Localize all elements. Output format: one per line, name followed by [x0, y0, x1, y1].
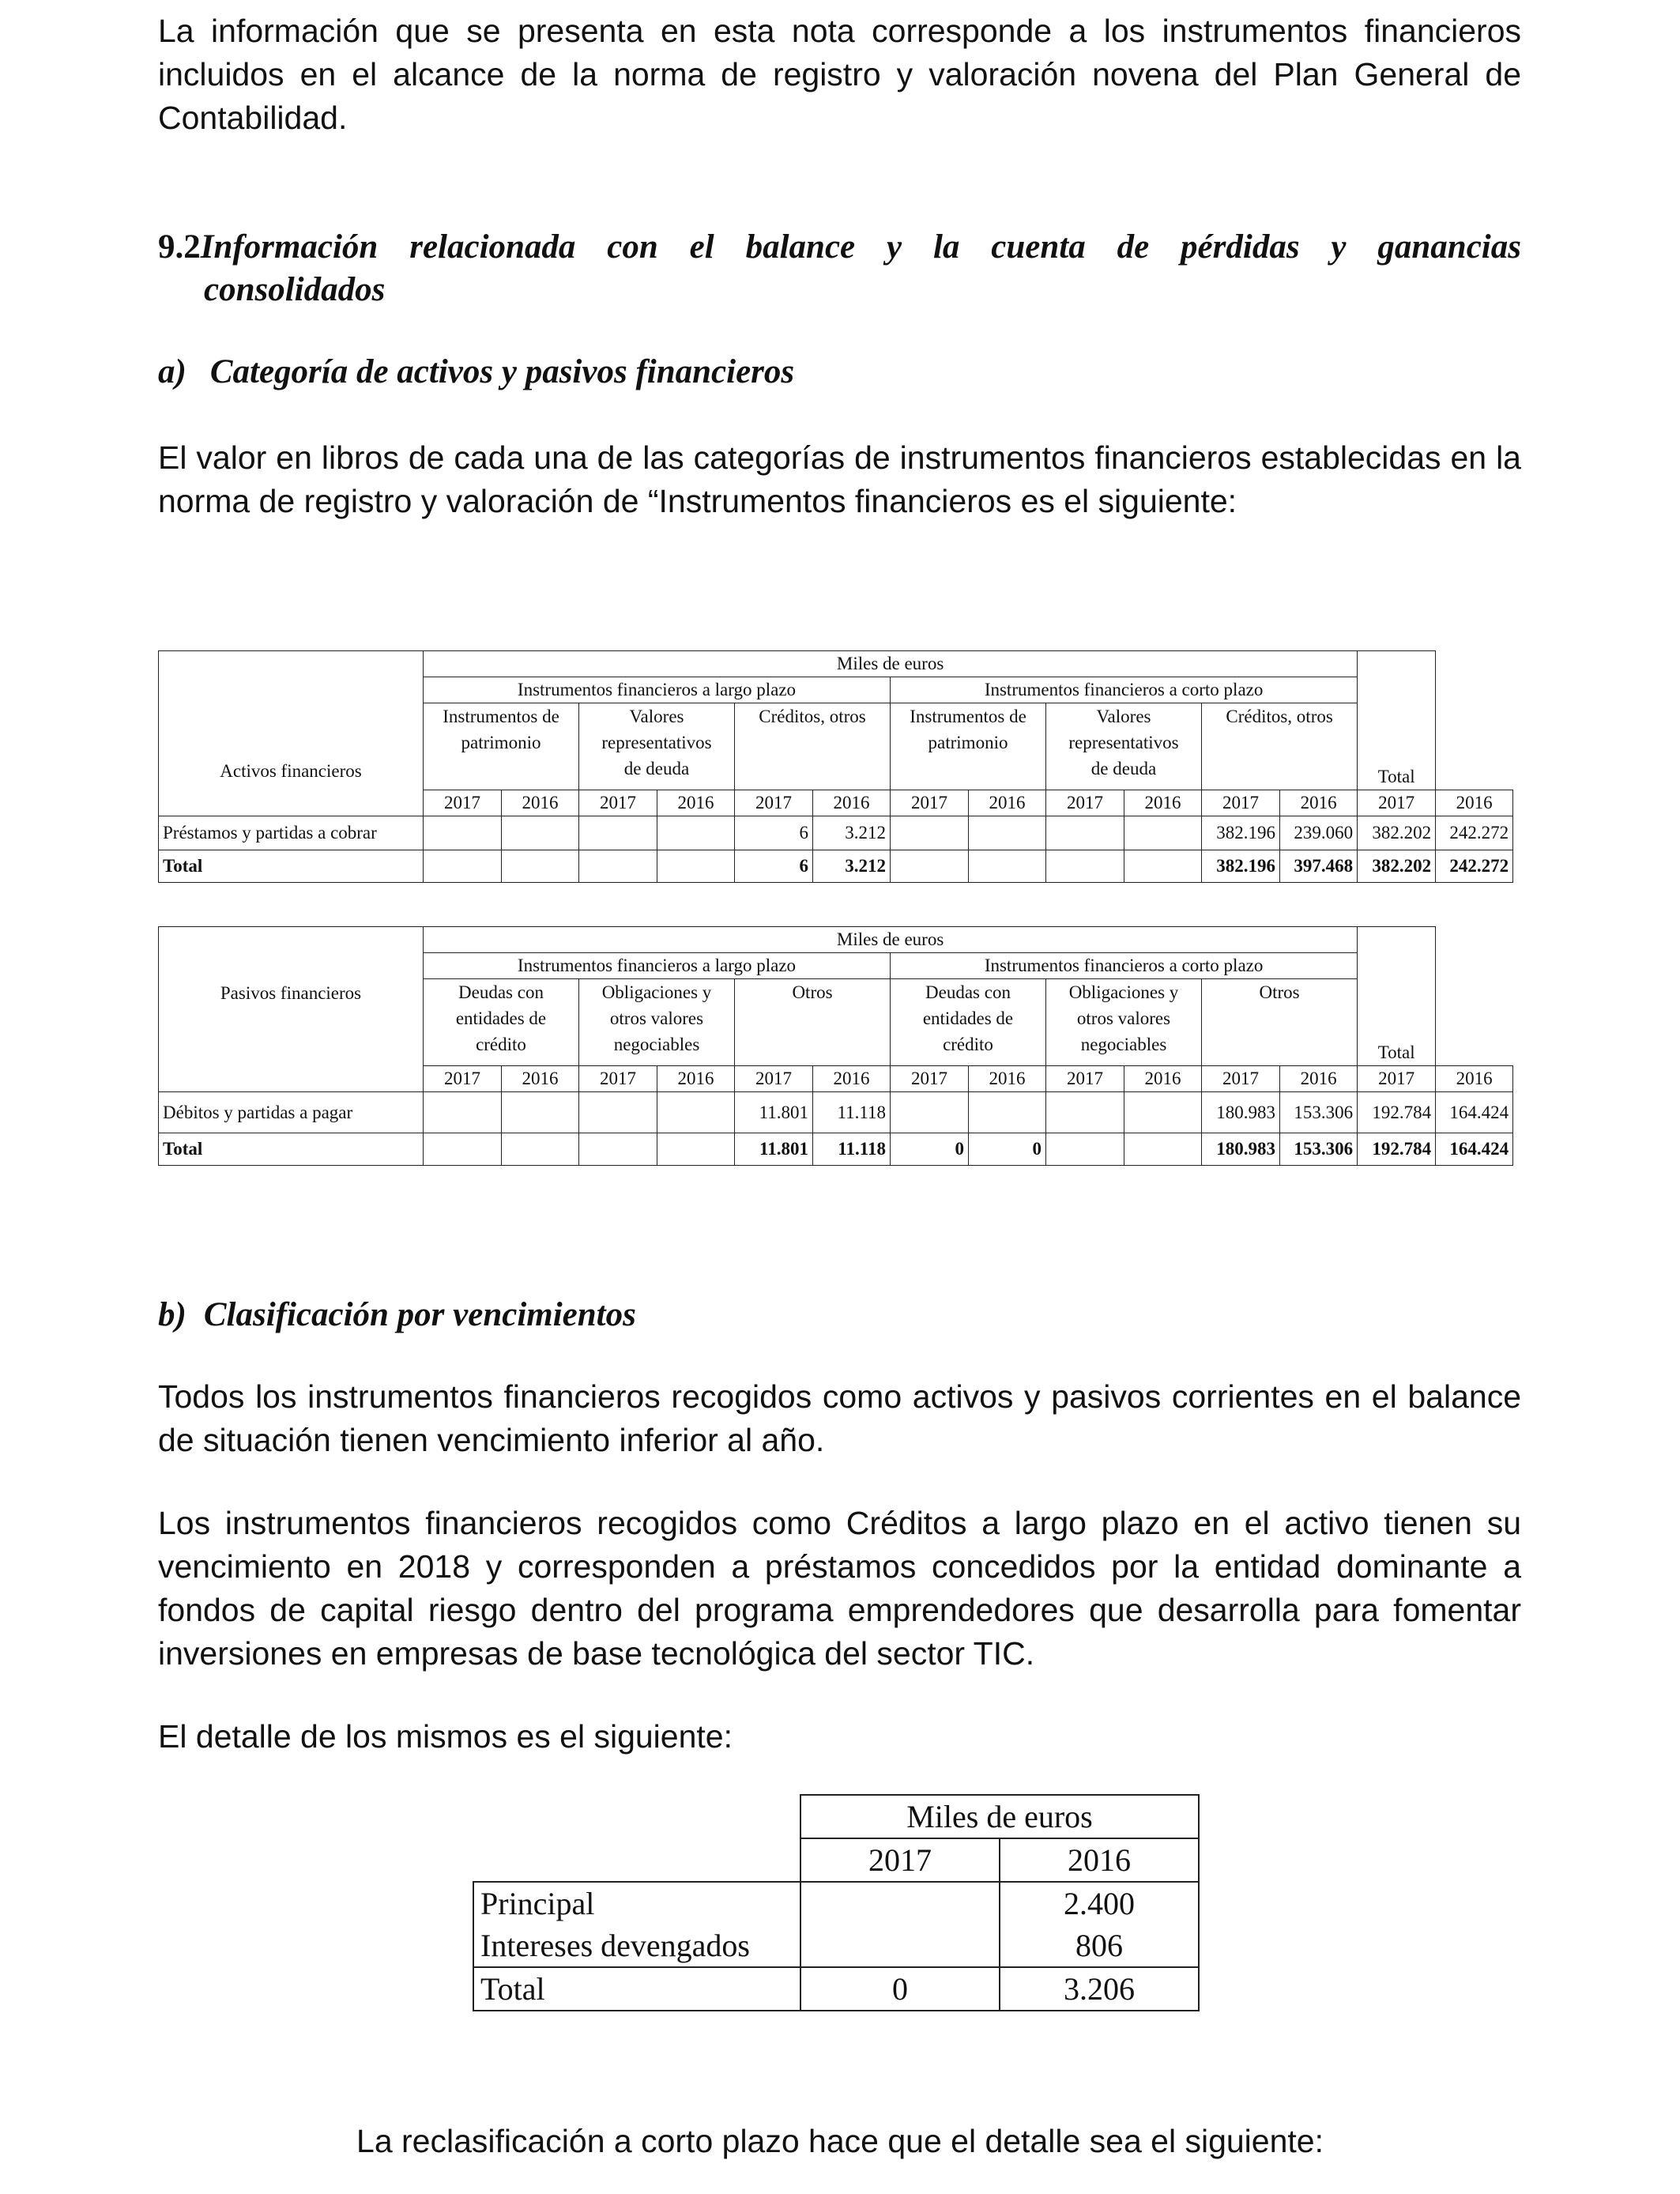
subsection-b-body2	[158, 1502, 1521, 1676]
row-label: Principal	[473, 1882, 800, 1924]
subsection-b-body3	[158, 1715, 1521, 1759]
value-cell	[579, 1133, 657, 1166]
year-cell: 2017	[891, 1066, 969, 1092]
activos-col-patrimonio-cp: Instrumentos de patrimonio	[891, 703, 1046, 790]
table-total-row	[473, 1967, 1199, 2011]
value-cell: 3.212	[813, 816, 891, 850]
value-cell	[579, 816, 657, 850]
subsection-a-paragraph: El valor en libros de cada una de las categorías de instrumentos financieros establecidas en la norma de registro y valoración de “Instrumentos financieros es el siguiente:	[158, 439, 1521, 519]
value-cell	[502, 1092, 579, 1133]
value-cell: 397.468	[1280, 850, 1358, 883]
year-cell: 2017	[1202, 1066, 1280, 1092]
value-cell: 11.118	[813, 1133, 891, 1166]
year-cell: 2016	[1436, 790, 1513, 816]
year-cell: 2016	[813, 790, 891, 816]
value-cell: 242.272	[1436, 816, 1513, 850]
section-heading-9-2	[158, 226, 1521, 311]
value-cell	[1124, 850, 1202, 883]
pasivos-years-blank	[159, 1066, 424, 1092]
section-title-text: Información relacionada con el balance y la cuenta de pérdidas y ganancias	[200, 228, 1521, 266]
year-cell: 2016	[813, 1066, 891, 1092]
value-cell: 153.306	[1280, 1133, 1358, 1166]
subsection-a-heading	[158, 351, 1521, 394]
value-cell: 180.983	[1202, 1133, 1280, 1166]
subsection-b-paragraph2: Los instrumentos financieros recogidos como Créditos a largo plazo en el activo tienen su vencimiento en 2018 y corresponden a préstamos concedidos por la entidad dominante a fondos de capital riesgo dentro del programa emprendedores que desarrolla para fomentar inversiones en empresas de base tecnológica del sector TIC.	[158, 1505, 1521, 1672]
year-cell: 2016	[1280, 790, 1358, 816]
pasivos-row-header: Pasivos financieros	[159, 927, 424, 1066]
year-cell: 2017	[1358, 1066, 1436, 1092]
value-cell	[657, 1092, 735, 1133]
year-cell: 2016	[502, 1066, 579, 1092]
value-cell	[800, 1924, 1000, 1967]
subsection-b-body1	[158, 1375, 1521, 1462]
intro-block	[158, 9, 1521, 140]
value-cell	[579, 850, 657, 883]
value-cell: 11.801	[735, 1092, 813, 1133]
pasivos-col-otros-cp: Otros	[1202, 979, 1358, 1066]
value-cell	[1124, 816, 1202, 850]
value-cell	[502, 850, 579, 883]
activos-unit-header: Miles de euros	[424, 651, 1358, 677]
year-cell: 2017	[1046, 790, 1124, 816]
activos-col-patrimonio-lp: Instrumentos de patrimonio	[424, 703, 579, 790]
pasivos-col-deudas-lp: Deudas con entidades de crédito	[424, 979, 579, 1066]
value-cell	[969, 1092, 1046, 1133]
intro-paragraph: La información que se presenta en esta nota corresponde a los instrumentos financieros incluidos en el alcance de la norma de registro y valoración novena del Plan General de Contabilidad.	[158, 13, 1521, 136]
value-cell	[424, 816, 502, 850]
year-cell: 2017	[579, 790, 657, 816]
pasivos-total-header: Total	[1358, 927, 1436, 1066]
pasivos-col-obligaciones-lp: Obligaciones y otros valores negociables	[579, 979, 735, 1066]
value-cell	[1046, 1092, 1124, 1133]
subsection-a-title: Categoría de activos y pasivos financieros	[209, 353, 795, 390]
section-title-line2: consolidados	[204, 271, 386, 308]
value-cell	[891, 850, 969, 883]
value-cell	[1124, 1133, 1202, 1166]
value-cell	[657, 850, 735, 883]
subsection-b-heading	[158, 1294, 1521, 1336]
value-cell	[424, 1092, 502, 1133]
subsection-b-letter: b)	[158, 1296, 186, 1333]
value-cell	[1046, 850, 1124, 883]
value-cell: 192.784	[1358, 1092, 1436, 1133]
row-label: Total	[159, 1133, 424, 1166]
value-cell: 0	[969, 1133, 1046, 1166]
pasivos-group-lp: Instrumentos financieros a largo plazo	[424, 953, 891, 979]
year-cell: 2017	[424, 1066, 502, 1092]
pasivos-col-obligaciones-cp: Obligaciones y otros valores negociables	[1046, 979, 1202, 1066]
value-cell: 382.202	[1358, 850, 1436, 883]
activos-years-blank	[159, 790, 424, 816]
activos-years-row	[159, 790, 1513, 816]
value-cell	[502, 816, 579, 850]
footer-block	[0, 2120, 1680, 2163]
value-cell	[579, 1092, 657, 1133]
activos-row-header: Activos financieros	[159, 651, 424, 790]
value-cell	[424, 850, 502, 883]
value-cell: 153.306	[1280, 1092, 1358, 1133]
activos-total-header: Total	[1358, 651, 1436, 790]
activos-col-valores-lp: Valores representativos de deuda	[579, 703, 735, 790]
year-cell: 2016	[969, 1066, 1046, 1092]
value-cell: 11.118	[813, 1092, 891, 1133]
value-cell	[800, 1882, 1000, 1924]
value-cell: 382.202	[1358, 816, 1436, 850]
value-cell: 6	[735, 816, 813, 850]
table-total-row	[159, 850, 1513, 883]
value-cell: 11.801	[735, 1133, 813, 1166]
value-cell	[424, 1133, 502, 1166]
year-cell: 2016	[657, 1066, 735, 1092]
activos-col-creditos-cp: Créditos, otros	[1202, 703, 1358, 790]
year-cell: 2017	[1202, 790, 1280, 816]
activos-group-lp: Instrumentos financieros a largo plazo	[424, 677, 891, 703]
row-label: Total	[473, 1967, 800, 2011]
value-cell: 806	[1000, 1924, 1199, 1967]
year-cell: 2016	[502, 790, 579, 816]
table-total-row	[159, 1133, 1513, 1166]
subsection-b-title: Clasificación por vencimientos	[203, 1296, 636, 1333]
table-row	[473, 1882, 1199, 1924]
subsection-a-letter: a)	[158, 353, 186, 390]
value-cell: 382.196	[1202, 816, 1280, 850]
value-cell	[969, 850, 1046, 883]
value-cell	[502, 1133, 579, 1166]
value-cell	[891, 816, 969, 850]
value-cell: 180.983	[1202, 1092, 1280, 1133]
subsection-a-body	[158, 436, 1521, 523]
year-cell: 2017	[891, 790, 969, 816]
value-cell: 3.212	[813, 850, 891, 883]
year-cell: 2016	[1436, 1066, 1513, 1092]
year-cell: 2016	[1000, 1838, 1199, 1882]
year-cell: 2017	[1046, 1066, 1124, 1092]
value-cell	[1124, 1092, 1202, 1133]
value-cell	[657, 816, 735, 850]
detalle-unit-header: Miles de euros	[800, 1795, 1199, 1838]
value-cell: 2.400	[1000, 1882, 1199, 1924]
pasivos-group-cp: Instrumentos financieros a corto plazo	[891, 953, 1358, 979]
pasivos-col-deudas-cp: Deudas con entidades de crédito	[891, 979, 1046, 1066]
subsection-b-paragraph1: Todos los instrumentos financieros recogidos como activos y pasivos corrientes en el balance de situación tienen vencimiento inferior al año.	[158, 1378, 1521, 1458]
value-cell: 242.272	[1436, 850, 1513, 883]
year-cell: 2017	[579, 1066, 657, 1092]
value-cell	[969, 816, 1046, 850]
value-cell: 0	[891, 1133, 969, 1166]
year-cell: 2017	[800, 1838, 1000, 1882]
activos-col-valores-cp: Valores representativos de deuda	[1046, 703, 1202, 790]
value-cell: 164.424	[1436, 1133, 1513, 1166]
value-cell: 164.424	[1436, 1092, 1513, 1133]
year-cell: 2016	[1280, 1066, 1358, 1092]
value-cell: 6	[735, 850, 813, 883]
year-cell: 2016	[1124, 1066, 1202, 1092]
value-cell: 3.206	[1000, 1967, 1199, 2011]
subsection-b-paragraph3: El detalle de los mismos es el siguiente:	[158, 1718, 733, 1755]
row-label: Préstamos y partidas a cobrar	[159, 816, 424, 850]
activos-group-cp: Instrumentos financieros a corto plazo	[891, 677, 1358, 703]
footer-paragraph: La reclasificación a corto plazo hace que el detalle sea el siguiente:	[356, 2123, 1324, 2159]
detalle-corner	[473, 1795, 800, 1838]
detalle-corner2	[473, 1838, 800, 1882]
year-cell: 2016	[1124, 790, 1202, 816]
value-cell: 382.196	[1202, 850, 1280, 883]
year-cell: 2016	[657, 790, 735, 816]
value-cell	[657, 1133, 735, 1166]
value-cell	[1046, 816, 1124, 850]
value-cell: 192.784	[1358, 1133, 1436, 1166]
pasivos-unit-header: Miles de euros	[424, 927, 1358, 953]
table-row	[159, 816, 1513, 850]
pasivos-col-otros-lp: Otros	[735, 979, 891, 1066]
activos-col-creditos-lp: Créditos, otros	[735, 703, 891, 790]
year-cell: 2017	[735, 790, 813, 816]
row-label: Débitos y partidas a pagar	[159, 1092, 424, 1133]
section-title-line1	[158, 226, 1521, 269]
value-cell: 0	[800, 1967, 1000, 2011]
pasivos-years-row	[159, 1066, 1513, 1092]
table-row	[159, 1092, 1513, 1133]
activos-table	[158, 650, 1513, 883]
detalle-table	[473, 1794, 1200, 2011]
value-cell: 239.060	[1280, 816, 1358, 850]
value-cell	[1046, 1133, 1124, 1166]
year-cell: 2016	[969, 790, 1046, 816]
row-label: Intereses devengados	[473, 1924, 800, 1967]
year-cell: 2017	[1358, 790, 1436, 816]
year-cell: 2017	[424, 790, 502, 816]
pasivos-table	[158, 926, 1513, 1166]
section-number: 9.2	[158, 228, 201, 266]
year-cell: 2017	[735, 1066, 813, 1092]
value-cell	[891, 1092, 969, 1133]
row-label: Total	[159, 850, 424, 883]
table-row	[473, 1924, 1199, 1967]
